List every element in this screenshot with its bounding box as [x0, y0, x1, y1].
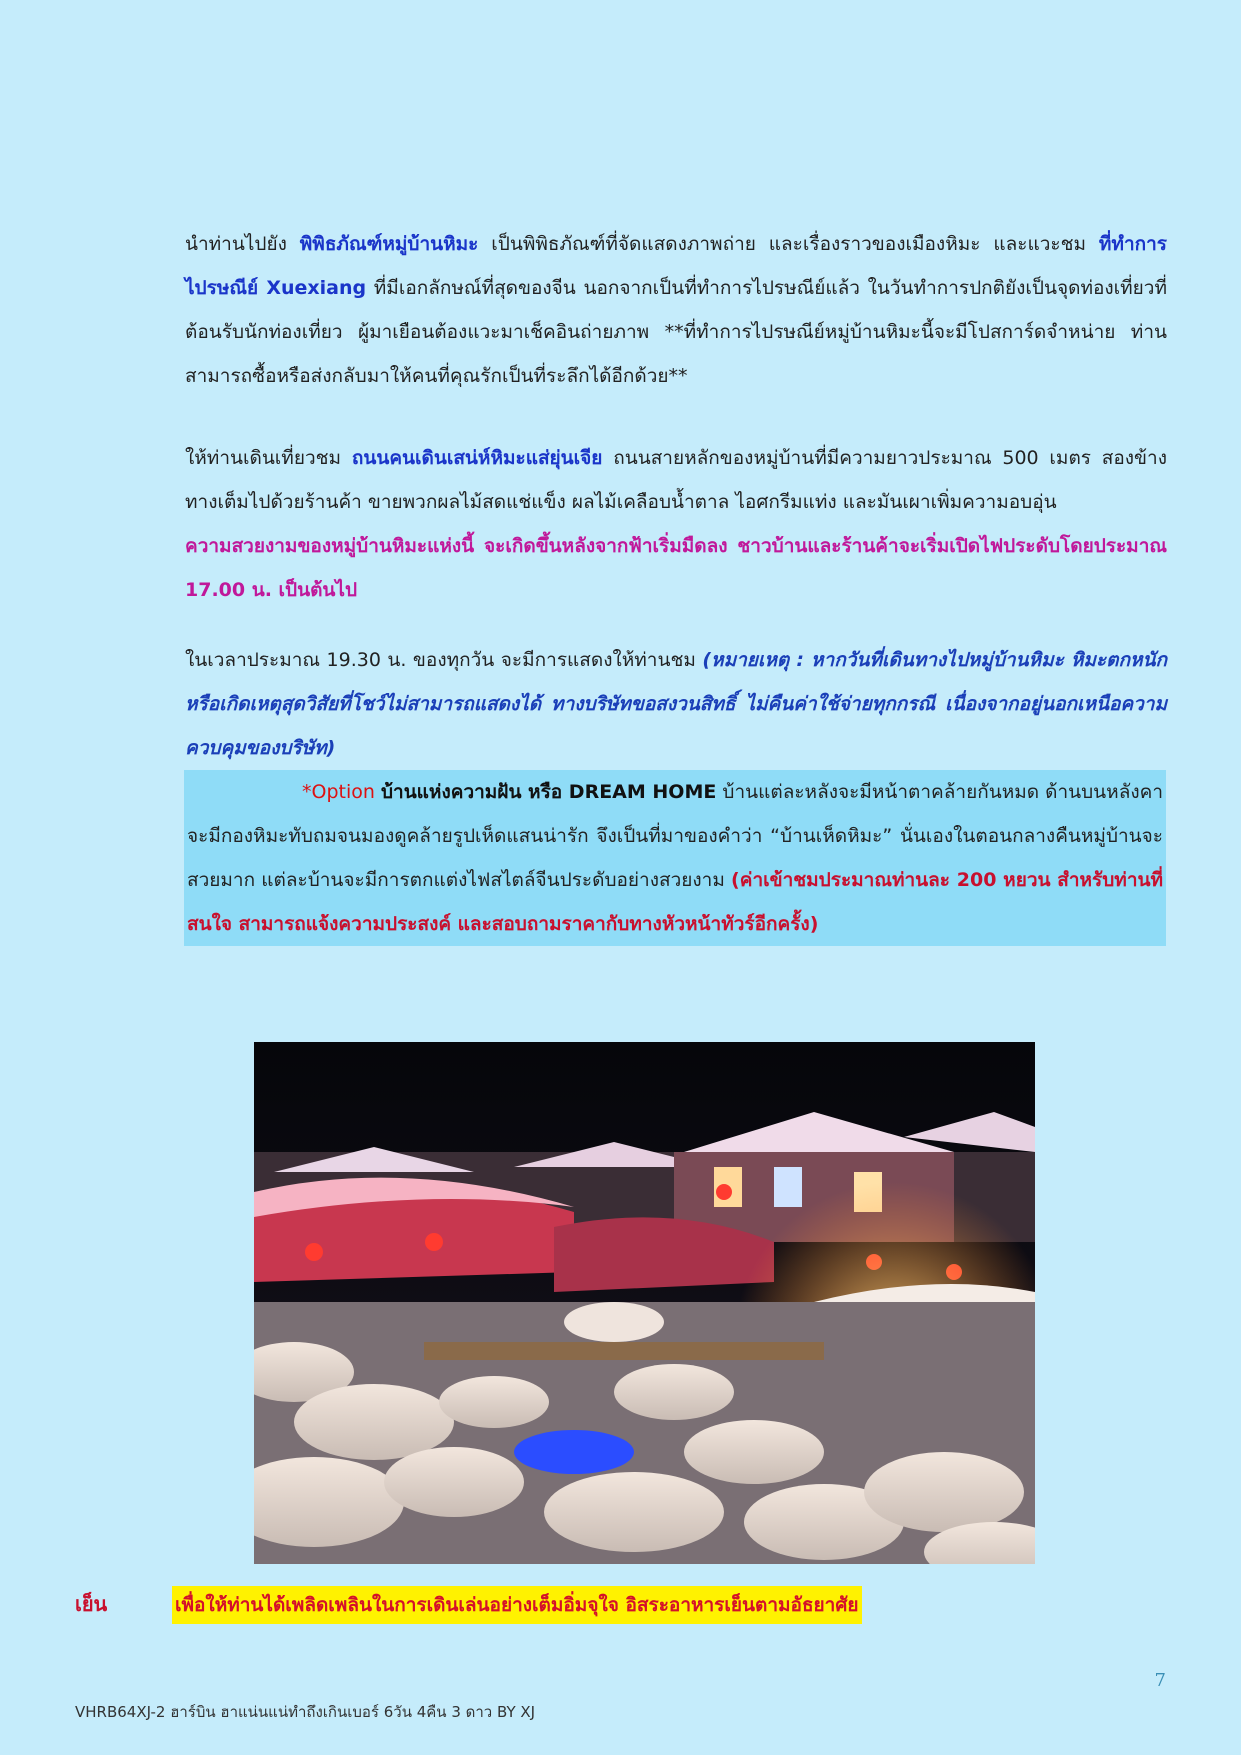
option-price-note: (ค่าเข้าชมประมาณท่านละ 200 หยวน สำหรับท่านที่สนใจ สามารถแจ้งความประสงค์ และสอบถามราคากับทางหัวหน้าทัวร์อีกครั้ง)	[187, 869, 1163, 935]
text: เป็นพิพิธภัณฑ์ที่จัดแสดงภาพถ่าย และเรื่องราวของเมืองหิมะ และแวะชม	[478, 233, 1099, 255]
lights-paragraph: ความสวยงามของหมู่บ้านหิมะแห่งนี้ จะเกิดขึ้นหลังจากฟ้าเริ่มมืดลง ชาวบ้านและร้านค้าจะเริ่มเปิดไฟประดับโดยประมาณ 17.00 น. เป็นต้นไป	[185, 535, 1167, 601]
text: ในเวลาประมาณ 19.30 น. ของทุกวัน จะมีการแสดงให้ท่านชม	[185, 649, 703, 671]
walking-street-highlight: ถนนคนเดินเสน่ห์หิมะแส่ยุ่นเจีย	[351, 447, 603, 469]
walking-street-paragraph	[185, 436, 1167, 524]
post-office-highlight: ที่ทำการไปรษณีย์ Xuexiang	[185, 233, 1168, 299]
text: ที่มีเอกลักษณ์ที่สุดของจีน นอกจากเป็นที่ทำการไปรษณีย์แล้ว ในวันทำการปกติยังเป็นจุดท่องเที่ยวที่ต้อนรับนักท่องเที่ยว ผู้มาเยือนต้องแวะมาเช็คอินถ่ายภาพ **ที่ทำการไปรษณีย์หมู่บ้านหิมะนี้จะมีโปสการ์ดจำหน่าย ท่านสามารถซื้อหรือส่งกลับมาให้คนที่คุณรักเป็นที่ระลึกได้อีกด้วย**	[185, 277, 1168, 387]
evening-highlight: เพื่อให้ท่านได้เพลิดเพลินในการเดินเล่นอย่างเต็มอิ่มจุใจ อิสระอาหารเย็นตามอัธยาศัย	[172, 1586, 862, 1624]
snow-village-night-photo	[254, 1042, 1035, 1564]
text: ถนนสายหลักของหมู่บ้านที่มีความยาวประมาณ 500 เมตร สองข้างทางเต็มไปด้วยร้านค้า ขายพวกผลไม้สดแช่แข็ง ผลไม้เคลือบน้ำตาล ไอศกรีมแท่ง และมันเผาเพิ่มความอบอุ่น	[185, 447, 1167, 513]
evening-label: เย็น	[75, 1592, 108, 1616]
show-paragraph	[185, 638, 1167, 770]
footer-tour-code: VHRB64XJ-2 ฮาร์บิน ฮาแน่นแน่ทำถึงเกินเบอร์ 6วัน 4คืน 3 ดาว BY XJ	[75, 1703, 536, 1721]
page-number: 7	[1154, 1670, 1166, 1691]
option-title: บ้านแห่งความฝัน หรือ DREAM HOME	[380, 781, 717, 803]
text: ให้ท่านเดินเที่ยวชม	[185, 447, 352, 469]
option-body: บ้านแต่ละหลังจะมีหน้าตาคล้ายกันหมด ด้านบนหลังคาจะมีกองหิมะทับถมจนมองดูคล้ายรูปเห็ดแสนน่ารัก จึงเป็นที่มาของคำว่า “บ้านเห็ดหิมะ” นั่นเองในตอนกลางคืนหมู่บ้านจะสวยมาก แต่ละบ้านจะมีการตกแต่งไฟสไตล์จีนประดับอย่างสวยงาม	[187, 781, 1163, 891]
museum-paragraph	[185, 222, 1167, 398]
itinerary-content	[185, 222, 1167, 946]
option-box	[184, 770, 1166, 946]
text: นำท่านไปยัง	[185, 233, 300, 255]
museum-highlight: พิพิธภัณฑ์หมู่บ้านหิมะ	[299, 233, 479, 255]
option-label: *Option	[302, 781, 375, 803]
show-note: (หมายเหตุ : หากวันที่เดินทางไปหมู่บ้านหิมะ หิมะตกหนัก หรือเกิดเหตุสุดวิสัยที่โชว์ไม่สามารถแสดงได้ ทางบริษัทขอสงวนสิทธิ์ ไม่คืนค่าใช้จ่ายทุกกรณี เนื่องจากอยู่นอกเหนือความควบคุมของบริษัท)	[185, 649, 1167, 759]
